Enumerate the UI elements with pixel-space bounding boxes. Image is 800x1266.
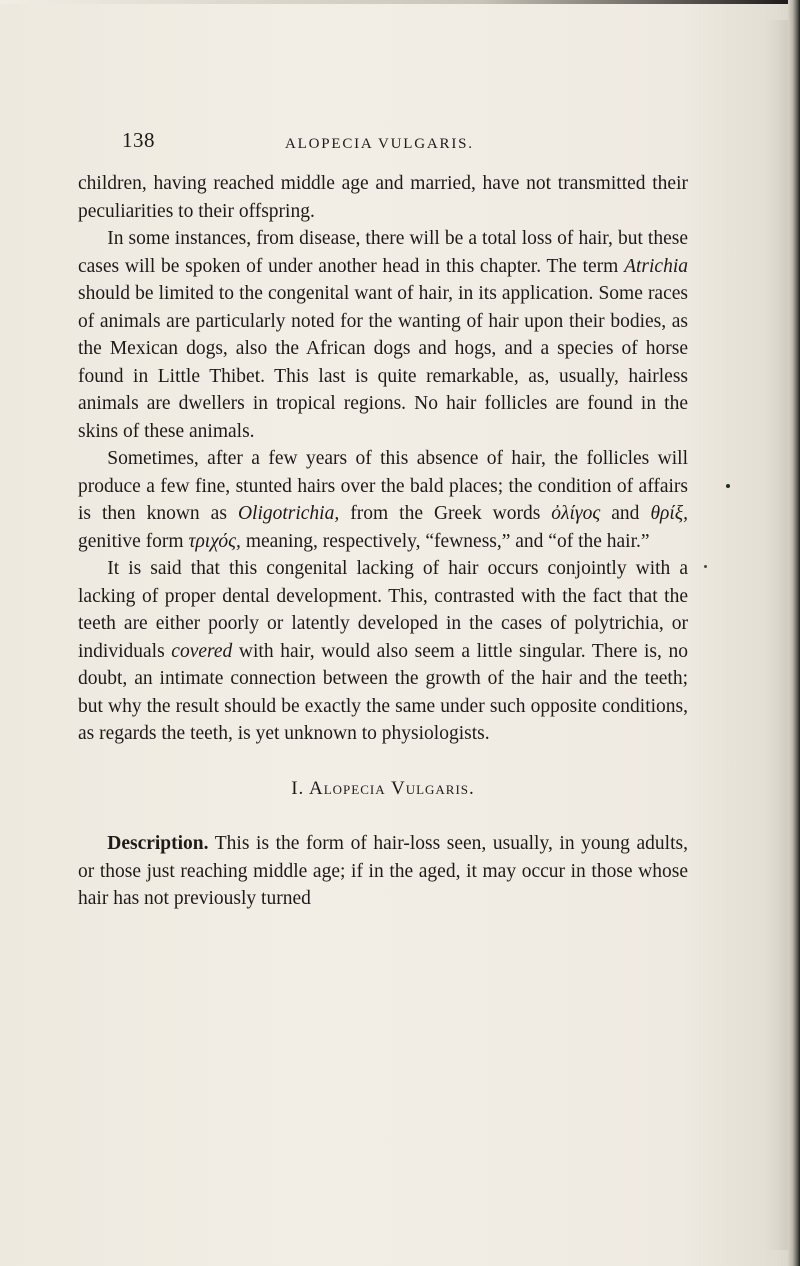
page-number: 138 <box>122 128 155 152</box>
greek-word-thrix: θρίξ, <box>650 503 689 524</box>
paragraph-3-text-b: from the Greek words <box>339 503 552 524</box>
running-head <box>0 128 800 158</box>
paragraph-1 <box>78 170 688 225</box>
paragraph-4 <box>78 555 688 748</box>
paragraph-2 <box>78 225 688 445</box>
description-label: Description. <box>107 833 209 854</box>
description-paragraph <box>78 830 688 913</box>
section-heading: I. Alopecia Vulgaris. <box>291 777 475 799</box>
greek-word-trichos: τριχός, <box>188 530 241 552</box>
paragraph-3-text-c: and <box>600 503 651 524</box>
page-right-edge <box>788 0 800 1266</box>
paragraph-2-text-a: In some instances, from disease, there will be a total loss of hair, but these cases will be spoken of under another head in this chapter. The term <box>78 228 688 277</box>
term-atrichia: Atrichia <box>624 255 688 277</box>
paragraph-3-text-d: genitive form <box>78 530 189 552</box>
paragraph-3 <box>78 445 688 555</box>
paragraph-3-text-e: meaning, respectively, “fewness,” and “of the hair.” <box>240 530 650 552</box>
body-text <box>78 170 688 913</box>
page-top-edge <box>0 0 800 4</box>
margin-speck <box>726 484 730 488</box>
paragraph-1-text: children, having reached middle age and married, have not transmitted their peculiarities to their offspring. <box>78 173 688 222</box>
paragraph-2-text-b: should be limited to the congenital want of hair, in its application. Some races of animals are particularly noted for the wanting of hair upon their bodies, as the Mexican dogs, also the African dogs and hogs, and a species of horse found in Little Thibet. This last is quite remarkable, as, usually, hairless animals are dwellers in tropical regions. No hair follicles are found in the skins of these animals. <box>78 283 688 442</box>
term-oligotrichia: Oligotrichia, <box>237 503 340 524</box>
greek-word-oligos: ὀλίγος <box>551 503 601 524</box>
paragraph-4-text-a: It is said that this congenital lacking of hair occurs conjointly with a lacking of proper dental development. This, contrasted with the fact that the teeth are either poorly or latently developed in the cases of polytrichia, or individuals <box>78 558 688 662</box>
term-covered: covered <box>171 640 233 662</box>
page-gutter-shadow <box>766 20 788 1250</box>
margin-speck-small <box>704 565 707 568</box>
running-head-title: ALOPECIA VULGARIS. <box>285 136 474 152</box>
description-text: This is the form of hair-loss seen, usually, in young adults, or those just reaching middle age; if in the aged, it may occur in those whose hair has not previously turned <box>78 833 688 909</box>
paragraph-3-text-a: Sometimes, after a few years of this absence of hair, the follicles will produce a few fine, stunted hairs over the bald places; the condition of affairs is then known as <box>78 448 688 524</box>
paragraph-4-text-b: with hair, would also seem a little singular. There is, no doubt, an intimate connection between the growth of the hair and the teeth; but why the result should be exactly the same under such opposite conditions, as regards the teeth, is yet unknown to physiologists. <box>78 640 688 744</box>
